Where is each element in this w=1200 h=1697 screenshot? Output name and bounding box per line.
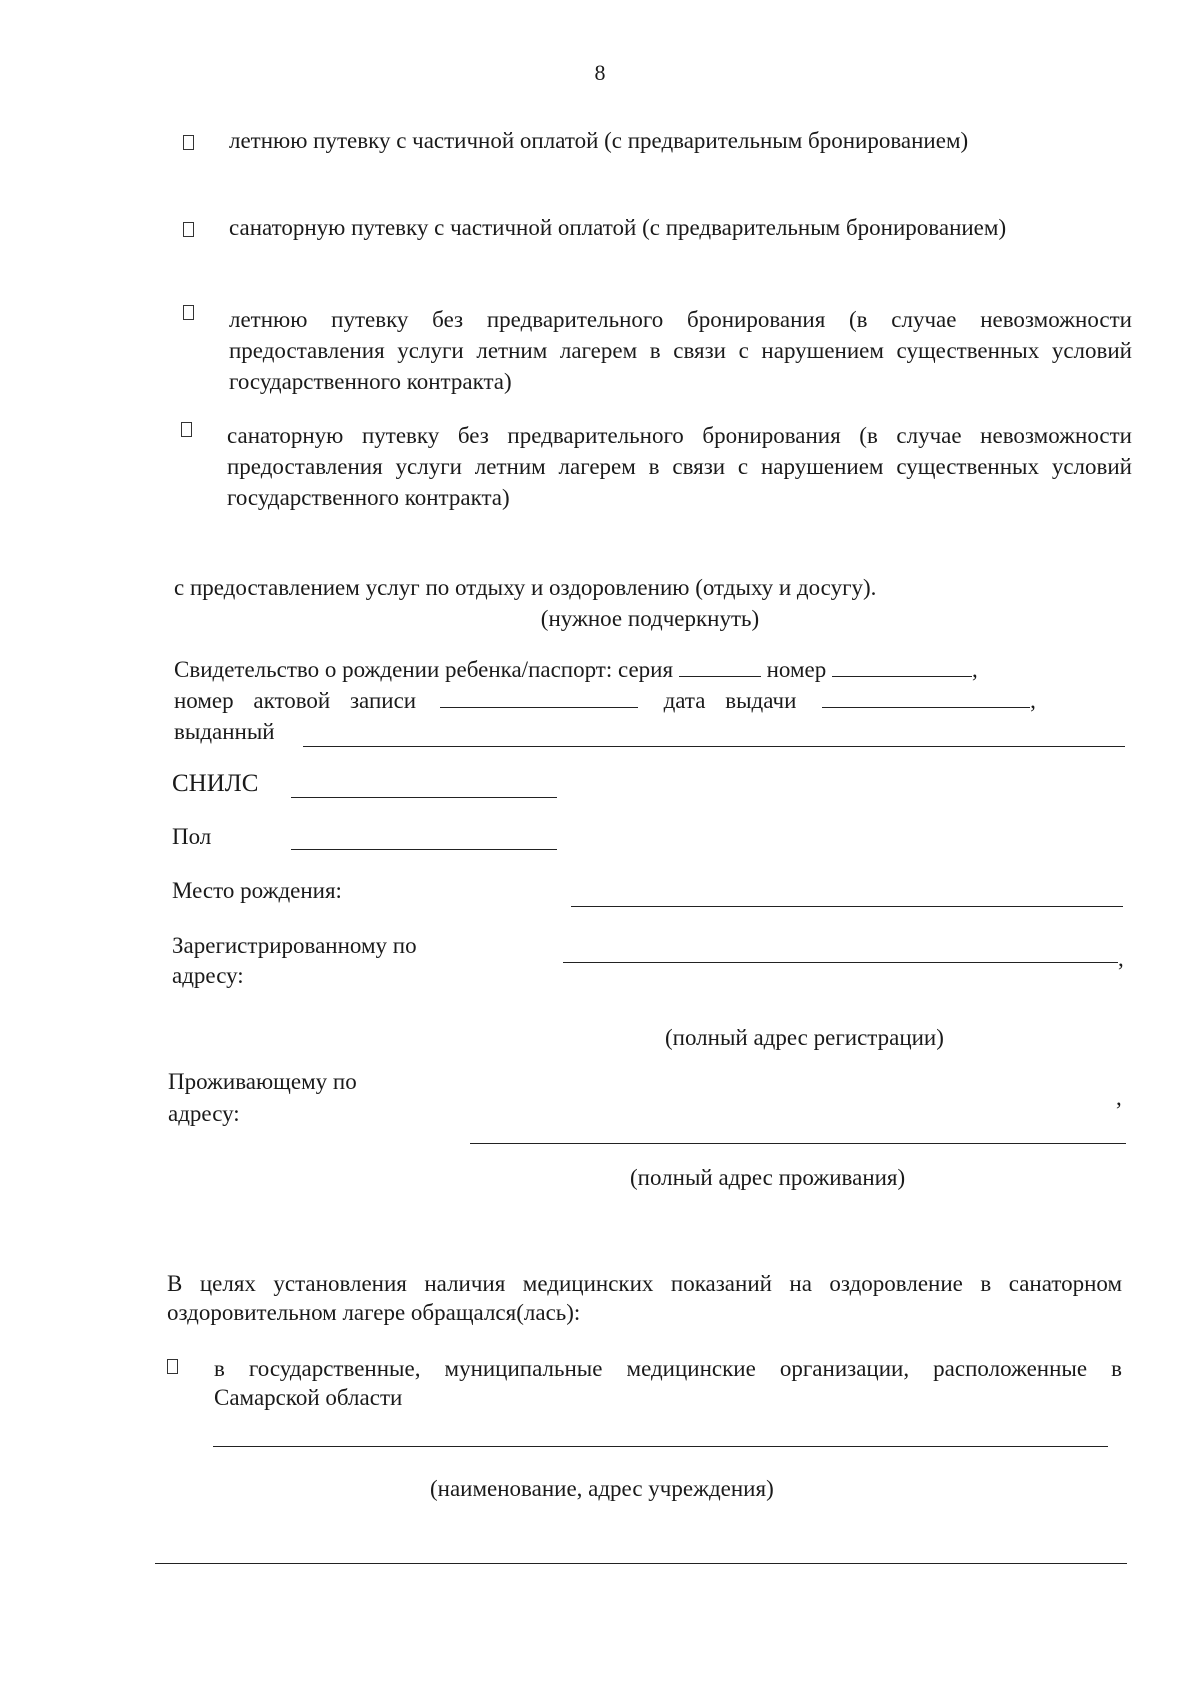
certificate-line-2 — [174, 686, 1134, 715]
birthplace-field[interactable] — [571, 906, 1123, 907]
checkbox-medical-option[interactable] — [167, 1359, 178, 1374]
medical-option-text: в государственные, муниципальные медицинские организации, расположенные в Самарской области — [214, 1356, 1122, 1410]
residing-comma: , — [1116, 1085, 1122, 1110]
comma: , — [971, 657, 978, 682]
checkbox-option-1[interactable] — [183, 135, 194, 150]
option-1-text: летнюю путевку с частичной оплатой (с предварительным бронированием) — [229, 128, 969, 153]
option-4-text: санаторную путевку без предварительного бронирования (в случае невозможности предоставления услуги летним лагерем в связи с нарушением существенных условий государственного контракта) — [227, 423, 1132, 510]
registered-note: (полный адрес регистрации) — [665, 1025, 944, 1050]
option-3-text: летнюю путевку без предварительного бронирования (в случае невозможности предоставления услуги летним лагерем в связи с нарушением существенных условий государственного контракта) — [229, 307, 1132, 394]
number-label: номер — [766, 657, 827, 682]
issue-date-field[interactable] — [822, 687, 1030, 708]
checkbox-option-3[interactable] — [183, 305, 194, 320]
institution-note: (наименование, адрес учреждения) — [430, 1476, 774, 1501]
residing-address-field[interactable] — [470, 1143, 1126, 1144]
services-note: (нужное подчеркнуть) — [540, 606, 760, 631]
services-line: с предоставлением услуг по отдыху и оздоровлению (отдыху и досугу). — [174, 575, 877, 600]
certificate-label: Свидетельство о рождении ребенка/паспорт: серия — [174, 657, 674, 682]
record-label: номер актовой записи — [174, 688, 417, 713]
certificate-line-1 — [174, 655, 1134, 684]
snils-label: СНИЛС — [172, 770, 259, 797]
sex-field[interactable] — [291, 849, 557, 850]
registered-address-field[interactable] — [563, 962, 1118, 963]
residing-note: (полный адрес проживания) — [630, 1165, 906, 1190]
institution-field[interactable] — [213, 1446, 1108, 1447]
option-2-text: санаторную путевку с частичной оплатой (с предварительным бронированием) — [229, 215, 1007, 240]
number-field[interactable] — [832, 656, 972, 677]
comma: , — [1030, 688, 1036, 713]
record-number-field[interactable] — [440, 687, 638, 708]
extra-line-field[interactable] — [155, 1563, 1127, 1564]
medical-intro: В целях установления наличия медицинских показаний на оздоровление в санаторном оздоровительном лагере обращался(лась): — [167, 1271, 1122, 1325]
registered-comma: , — [1118, 946, 1124, 971]
series-field[interactable] — [679, 656, 761, 677]
residing-label-line1: Проживающему по — [168, 1069, 357, 1094]
page-number: 8 — [594, 60, 606, 85]
registered-label-line1: Зарегистрированному по — [172, 933, 417, 958]
checkbox-option-4[interactable] — [181, 422, 192, 437]
birthplace-label: Место рождения: — [172, 878, 342, 903]
sex-label: Пол — [172, 824, 212, 849]
checkbox-option-2[interactable] — [183, 222, 194, 237]
residing-label-line2: адресу: — [168, 1101, 240, 1126]
issued-field[interactable] — [303, 746, 1125, 747]
date-label: дата выдачи — [663, 688, 797, 713]
snils-field[interactable] — [291, 797, 557, 798]
issued-label: выданный — [174, 719, 275, 744]
registered-label-line2: адресу: — [172, 963, 244, 988]
